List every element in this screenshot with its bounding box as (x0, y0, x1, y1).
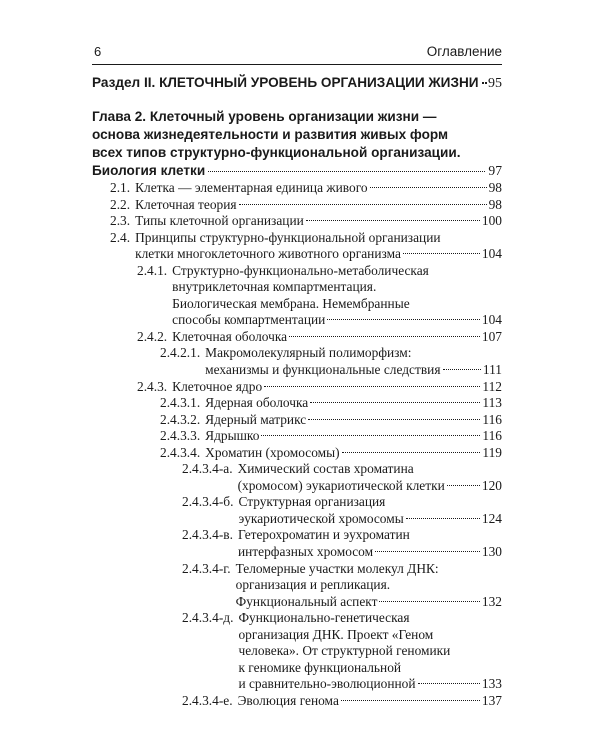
entry-number: 2.3. (110, 213, 131, 229)
entry-title-line: внутриклеточная компартментация. (172, 279, 377, 295)
entry-title-line: интерфазных хромосом (237, 544, 374, 560)
entry-number: 2.1. (110, 180, 131, 195)
toc-entry[interactable] (92, 263, 502, 329)
entry-number: 2.4.3.4-в. (182, 527, 233, 543)
entry-title-line: способы компартментации (172, 312, 326, 328)
dot-leader (482, 82, 485, 84)
dot-leader (342, 452, 481, 453)
section-heading (92, 74, 502, 93)
entry-title-line: Принципы структурно-функциональной организации (135, 229, 441, 245)
toc-entry[interactable] (92, 412, 502, 429)
dot-leader (261, 435, 480, 436)
entry-page: 113 (482, 395, 502, 411)
entry-title-line: Ядерная оболочка (205, 395, 309, 411)
chapter-heading (92, 108, 502, 180)
entry-number: 2.4.3.2. (160, 411, 201, 427)
toc-entry[interactable] (92, 197, 502, 214)
dot-leader (370, 187, 487, 188)
entry-page: 104 (481, 246, 502, 262)
entry-title-line: механизмы и функциональные следствия (205, 362, 441, 378)
entry-page: 130 (481, 544, 502, 560)
entry-title-line: Структурная организация (238, 494, 386, 510)
entry-title-line: Структурно-функционально-метаболическая (172, 262, 429, 278)
dot-leader (310, 402, 480, 403)
toc-entry[interactable] (92, 213, 502, 230)
entry-title-line: Хроматин (хромосомы) (205, 444, 340, 460)
toc-entry[interactable] (92, 180, 502, 197)
entry-number: 2.4.3.3. (160, 428, 201, 444)
entry-page: 112 (482, 378, 502, 394)
dot-leader (443, 369, 481, 370)
entry-number: 2.4.2.1. (160, 345, 201, 361)
entry-title-line: Биологическая мембрана. Немембранные (172, 295, 410, 311)
toc-entry[interactable] (92, 610, 502, 693)
entry-title-line: Теломерные участки молекул ДНК: (235, 560, 439, 576)
toc-entry[interactable] (92, 428, 502, 445)
entry-title-line: Типы клеточной организации (135, 213, 304, 229)
chapter-title-line: основа жизнедеятельности и развития живых форм (92, 127, 449, 142)
entry-number: 2.4.3.4-б. (182, 494, 234, 510)
entry-title-line: Ядерный матрикс (205, 411, 307, 427)
toc-entry[interactable] (92, 329, 502, 346)
entry-number: 2.4. (110, 229, 131, 245)
entry-page: 98 (488, 196, 502, 212)
toc-entry[interactable] (92, 693, 502, 710)
toc-entry[interactable] (92, 494, 502, 527)
entry-title-line: к геномике функциональной (238, 659, 402, 675)
chapter-title-line: Биология клетки (92, 163, 206, 178)
entry-number: 2.4.3.4-е. (182, 692, 233, 708)
toc-entry[interactable] (92, 561, 502, 611)
section-page: 95 (488, 76, 502, 91)
page-number: 6 (94, 44, 102, 59)
running-title: Оглавление (426, 44, 502, 59)
entry-page: 100 (481, 213, 502, 229)
dot-leader (306, 220, 480, 221)
entry-number: 2.4.3.4. (160, 444, 201, 460)
entry-number: 2.4.2. (137, 328, 168, 344)
entry-page: 124 (481, 510, 502, 526)
toc-entry[interactable] (92, 395, 502, 412)
entry-title-line: Клеточная теория (135, 196, 237, 212)
entry-title-line: человека». От структурной геномики (238, 643, 451, 659)
dot-leader (341, 700, 480, 701)
toc-page (92, 44, 502, 710)
entry-page: 137 (481, 692, 502, 708)
entry-title-line: Функциональный аспект (235, 593, 378, 609)
entry-page: 119 (482, 444, 502, 460)
entry-number: 2.4.3.4-г. (182, 560, 231, 576)
entry-page: 98 (488, 180, 502, 195)
toc-entry[interactable] (92, 345, 502, 378)
entry-title-line: Макромолекулярный полиморфизм: (205, 345, 412, 361)
dot-leader (208, 171, 485, 172)
entry-title-line: организация и репликация. (235, 577, 391, 593)
dot-leader (418, 683, 480, 684)
entry-title-line: Клеточная оболочка (172, 328, 288, 344)
entry-title-line: Эволюция генома (237, 692, 339, 708)
entry-page: 120 (481, 477, 502, 493)
entry-title-line: эукариотической хромосомы (238, 510, 404, 526)
entry-title-line: организация ДНК. Проект «Геном (238, 626, 434, 642)
entry-number: 2.4.3. (137, 378, 168, 394)
running-header (92, 44, 502, 65)
entry-number: 2.2. (110, 196, 131, 212)
entry-title-line: и сравнительно-эволюционной (238, 676, 416, 692)
dot-leader (406, 518, 480, 519)
entry-title-line: (хромосом) эукариотической клетки (237, 477, 445, 493)
dot-leader (403, 253, 480, 254)
chapter-title-line: Глава 2. Клеточный уровень организации жизни — (92, 109, 437, 124)
entry-title-line: Химический состав хроматина (237, 461, 414, 477)
entry-page: 116 (482, 411, 502, 427)
entry-page: 133 (481, 676, 502, 692)
entry-page: 111 (482, 362, 502, 378)
entry-title-line: Гетерохроматин и эухроматин (237, 527, 410, 543)
dot-leader (289, 336, 480, 337)
entry-page: 116 (482, 428, 502, 444)
section-title: Раздел II. КЛЕТОЧНЫЙ УРОВЕНЬ ОРГАНИЗАЦИИ ЖИЗНИ (92, 75, 479, 90)
entry-number: 2.4.3.4-д. (182, 610, 234, 626)
entry-number: 2.4.1. (137, 262, 168, 278)
toc-entry[interactable] (92, 461, 502, 494)
entry-title-line: Функционально-генетическая (238, 610, 410, 626)
dot-leader (239, 204, 487, 205)
toc-entry[interactable] (92, 445, 502, 462)
entry-number: 2.4.3.4-а. (182, 461, 233, 477)
chapter-title-line: всех типов структурно-функциональной организации. (92, 145, 461, 160)
dot-leader (379, 601, 479, 602)
dot-leader (447, 485, 480, 486)
entry-title-line: Клеточное ядро (172, 378, 263, 394)
entry-page: 104 (481, 312, 502, 328)
entry-page: 107 (481, 328, 502, 344)
dot-leader (308, 419, 480, 420)
entry-title-line: Ядрышко (205, 428, 260, 444)
entry-title-line: Клетка — элементарная единица живого (135, 180, 368, 195)
entry-number: 2.4.3.1. (160, 395, 201, 411)
dot-leader (264, 386, 480, 387)
toc-entries (92, 180, 502, 710)
entry-title-line: клетки многоклеточного животного организма (135, 246, 401, 262)
toc-entry[interactable] (92, 379, 502, 396)
toc-entry[interactable] (92, 527, 502, 560)
entry-page: 132 (481, 593, 502, 609)
dot-leader (327, 319, 480, 320)
toc-entry[interactable] (92, 230, 502, 263)
chapter-page: 97 (488, 163, 502, 178)
dot-leader (375, 551, 480, 552)
